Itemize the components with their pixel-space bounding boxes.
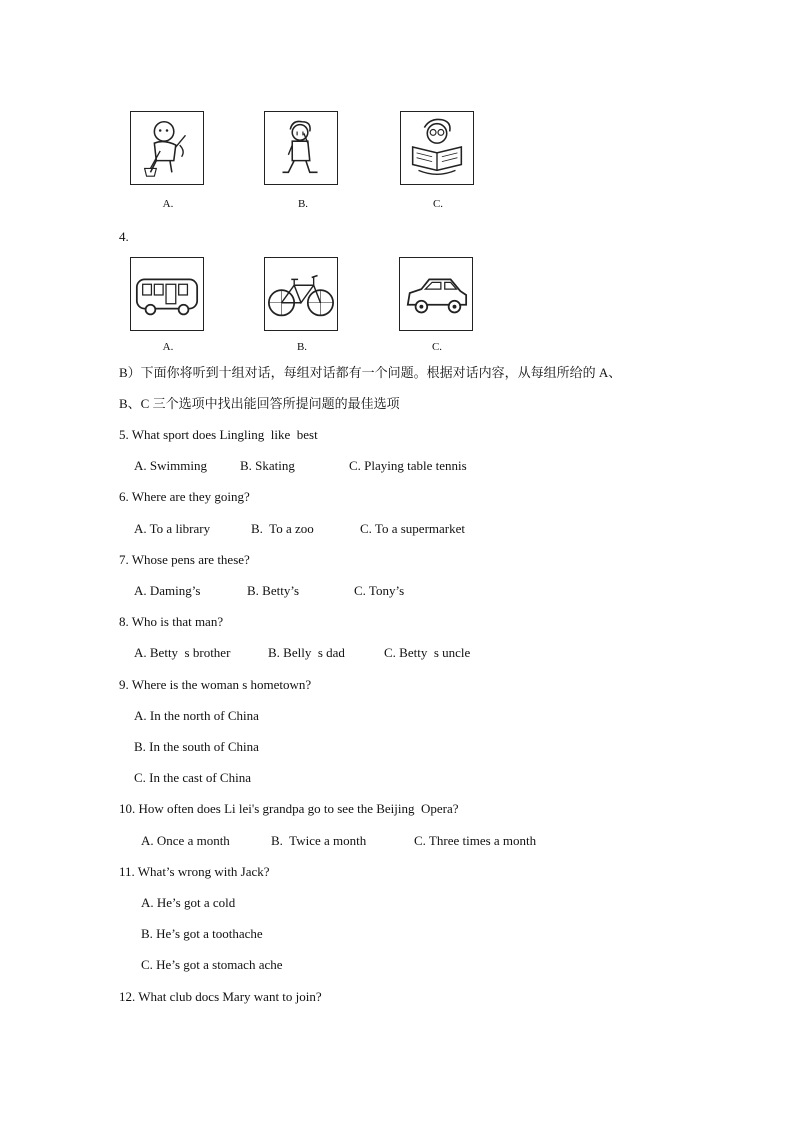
- question-8-option-c[interactable]: C. Betty s uncle: [384, 645, 471, 660]
- question-8-option-a[interactable]: A. Betty s brother: [134, 645, 231, 660]
- q4-caption-c: C.: [431, 341, 443, 353]
- question-9-option-b[interactable]: B. In the south of China: [134, 739, 259, 754]
- question-9-option-c[interactable]: C. In the cast of China: [134, 770, 251, 785]
- question-11-option-a[interactable]: A. He’s got a cold: [141, 895, 236, 910]
- q3-picture-b: [264, 111, 338, 185]
- question-6: 6. Where are they going?: [119, 489, 250, 504]
- question-10-option-c[interactable]: C. Three times a month: [414, 833, 537, 848]
- question-7: 7. Whose pens are these?: [119, 552, 250, 567]
- question-11: 11. What’s wrong with Jack?: [119, 864, 270, 879]
- question-5-option-c[interactable]: C. Playing table tennis: [349, 458, 467, 473]
- question-7-option-c[interactable]: C. Tony’s: [354, 583, 405, 598]
- q3-caption-b: B.: [297, 198, 309, 210]
- question-6-option-b[interactable]: B. To a zoo: [251, 521, 314, 536]
- question-10-option-a[interactable]: A. Once a month: [141, 833, 230, 848]
- question-11-option-c[interactable]: C. He’s got a stomach ache: [141, 957, 283, 972]
- section-b-instruction-line1: B）下面你将听到十组对话，每组对话都有一个问题。根据对话内容，从每组所给的 A、: [119, 365, 622, 380]
- q4-caption-b: B.: [296, 341, 308, 353]
- question-8: 8. Who is that man?: [119, 614, 224, 629]
- question-5-option-b[interactable]: B. Skating: [240, 458, 295, 473]
- q4-picture-a: [130, 257, 204, 331]
- q4-picture-b: [264, 257, 338, 331]
- question-12: 12. What club docs Mary want to join?: [119, 989, 322, 1004]
- question-9-option-a[interactable]: A. In the north of China: [134, 708, 259, 723]
- question-5-option-a[interactable]: A. Swimming: [134, 458, 207, 473]
- bicycle-icon: [265, 258, 337, 330]
- question-11-option-b[interactable]: B. He’s got a toothache: [141, 926, 263, 941]
- q3-caption-c: C.: [432, 198, 444, 210]
- section-b-instruction-line2: B、C 三个选项中找出能回答所提问题的最佳选项: [119, 396, 400, 411]
- q3-picture-a: [130, 111, 204, 185]
- question-7-option-a[interactable]: A. Daming’s: [134, 583, 201, 598]
- sweeping-boy-icon: [131, 112, 203, 184]
- reading-boy-icon: [401, 112, 473, 184]
- q4-picture-c: [399, 257, 473, 331]
- car-icon: [400, 258, 472, 330]
- crying-boy-icon: [265, 112, 337, 184]
- question-10-option-b[interactable]: B. Twice a month: [271, 833, 367, 848]
- question-7-option-b[interactable]: B. Betty’s: [247, 583, 300, 598]
- question-6-option-a[interactable]: A. To a library: [134, 521, 211, 536]
- q4-caption-a: A.: [162, 341, 174, 353]
- question-6-option-c[interactable]: C. To a supermarket: [360, 521, 465, 536]
- question-5: 5. What sport does Lingling like best: [119, 427, 318, 442]
- bus-icon: [131, 258, 203, 330]
- question-9: 9. Where is the woman s hometown?: [119, 677, 312, 692]
- q3-picture-c: [400, 111, 474, 185]
- q3-caption-a: A.: [162, 198, 174, 210]
- question-8-option-b[interactable]: B. Belly s dad: [268, 645, 345, 660]
- question-10: 10. How often does Li lei's grandpa go to see the Beijing Opera?: [119, 801, 459, 816]
- q4-number: 4.: [119, 229, 129, 244]
